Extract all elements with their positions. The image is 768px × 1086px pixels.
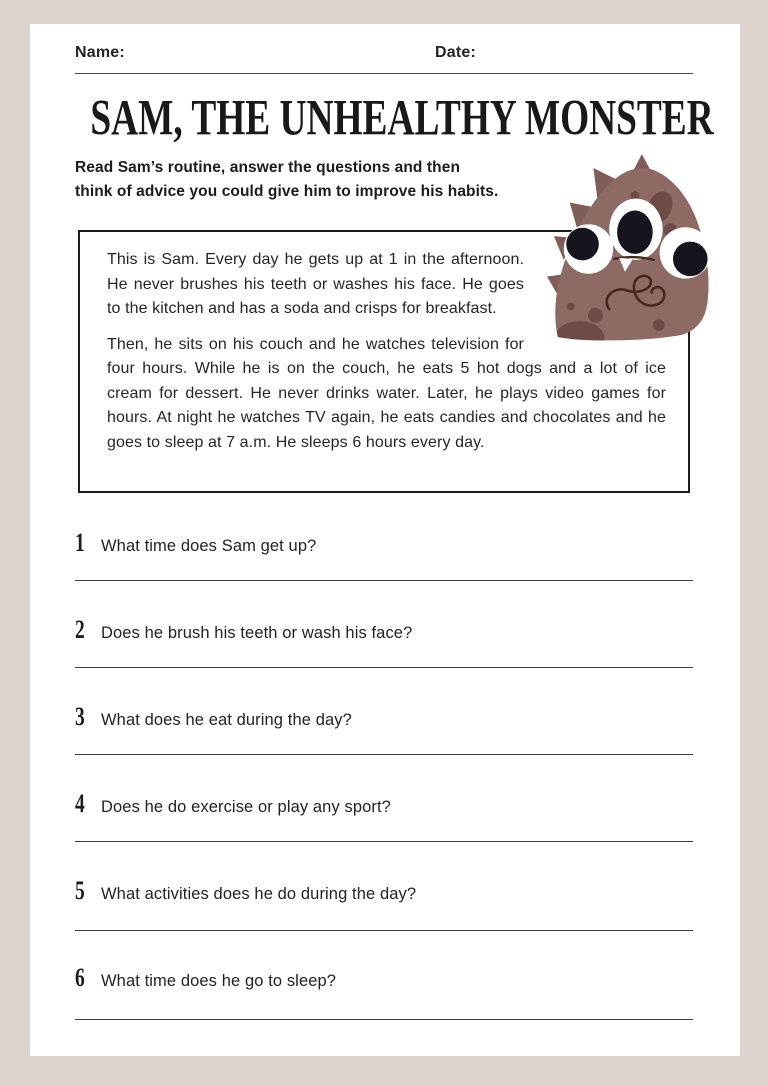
question-text: What activities does he do during the day?	[101, 885, 417, 903]
instructions-line-2: think of advice you could give him to improve his habits.	[75, 183, 499, 200]
question-text: What time does Sam get up?	[101, 537, 317, 555]
question-number: 2	[75, 615, 85, 644]
sam-monster-illustration	[544, 152, 712, 344]
question-text: What does he eat during the day?	[101, 711, 352, 729]
monster-eye-left-pupil	[566, 228, 599, 261]
question-number: 5	[75, 876, 85, 905]
question-row-4	[75, 789, 391, 819]
name-label: Name:	[75, 44, 125, 61]
question-text: What time does he go to sleep?	[101, 972, 337, 990]
page-title: SAM, THE UNHEALTHY MONSTER	[90, 89, 714, 147]
answer-line-6[interactable]	[75, 1019, 693, 1020]
passage-paragraph-2: Then, he sits on his couch and he watches television for four hours. While he is on the couch, he eats 5 hot dogs and a lot of ice cream for dessert. He never drinks water. Later, he plays video games for hours. At night he watches TV again, he eats candies and chocolates and he goes to sleep at 7 a.m. He sleeps 6 hours every day.	[107, 335, 666, 451]
monster-eye-right-pupil	[673, 242, 708, 277]
question-number: 3	[75, 702, 85, 731]
monster-eye-center-pupil	[617, 210, 653, 253]
question-row-5	[75, 876, 416, 906]
answer-line-5[interactable]	[75, 930, 693, 931]
instructions-text	[75, 156, 498, 204]
question-text: Does he brush his teeth or wash his face?	[101, 624, 413, 642]
answer-line-3[interactable]	[75, 754, 693, 755]
question-row-6	[75, 963, 336, 993]
answer-line-4[interactable]	[75, 841, 693, 842]
question-text: Does he do exercise or play any sport?	[101, 798, 391, 816]
question-number: 4	[75, 789, 85, 818]
question-row-3	[75, 702, 352, 732]
question-row-2	[75, 615, 412, 645]
answer-line-2[interactable]	[75, 667, 693, 668]
instructions-line-1: Read Sam’s routine, answer the questions and then	[75, 159, 461, 176]
question-number: 6	[75, 963, 85, 992]
worksheet-page	[30, 24, 740, 1056]
answer-line-1[interactable]	[75, 580, 693, 581]
question-row-1	[75, 528, 316, 558]
question-number: 1	[75, 528, 85, 557]
date-label: Date:	[435, 44, 477, 61]
passage-paragraph-1: This is Sam. Every day he gets up at 1 in the afternoon. He never brushes his teeth or washes his face. He goes to the kitchen and has a soda and crisps for breakfast.	[107, 251, 524, 317]
name-date-fill-line[interactable]	[75, 73, 693, 74]
